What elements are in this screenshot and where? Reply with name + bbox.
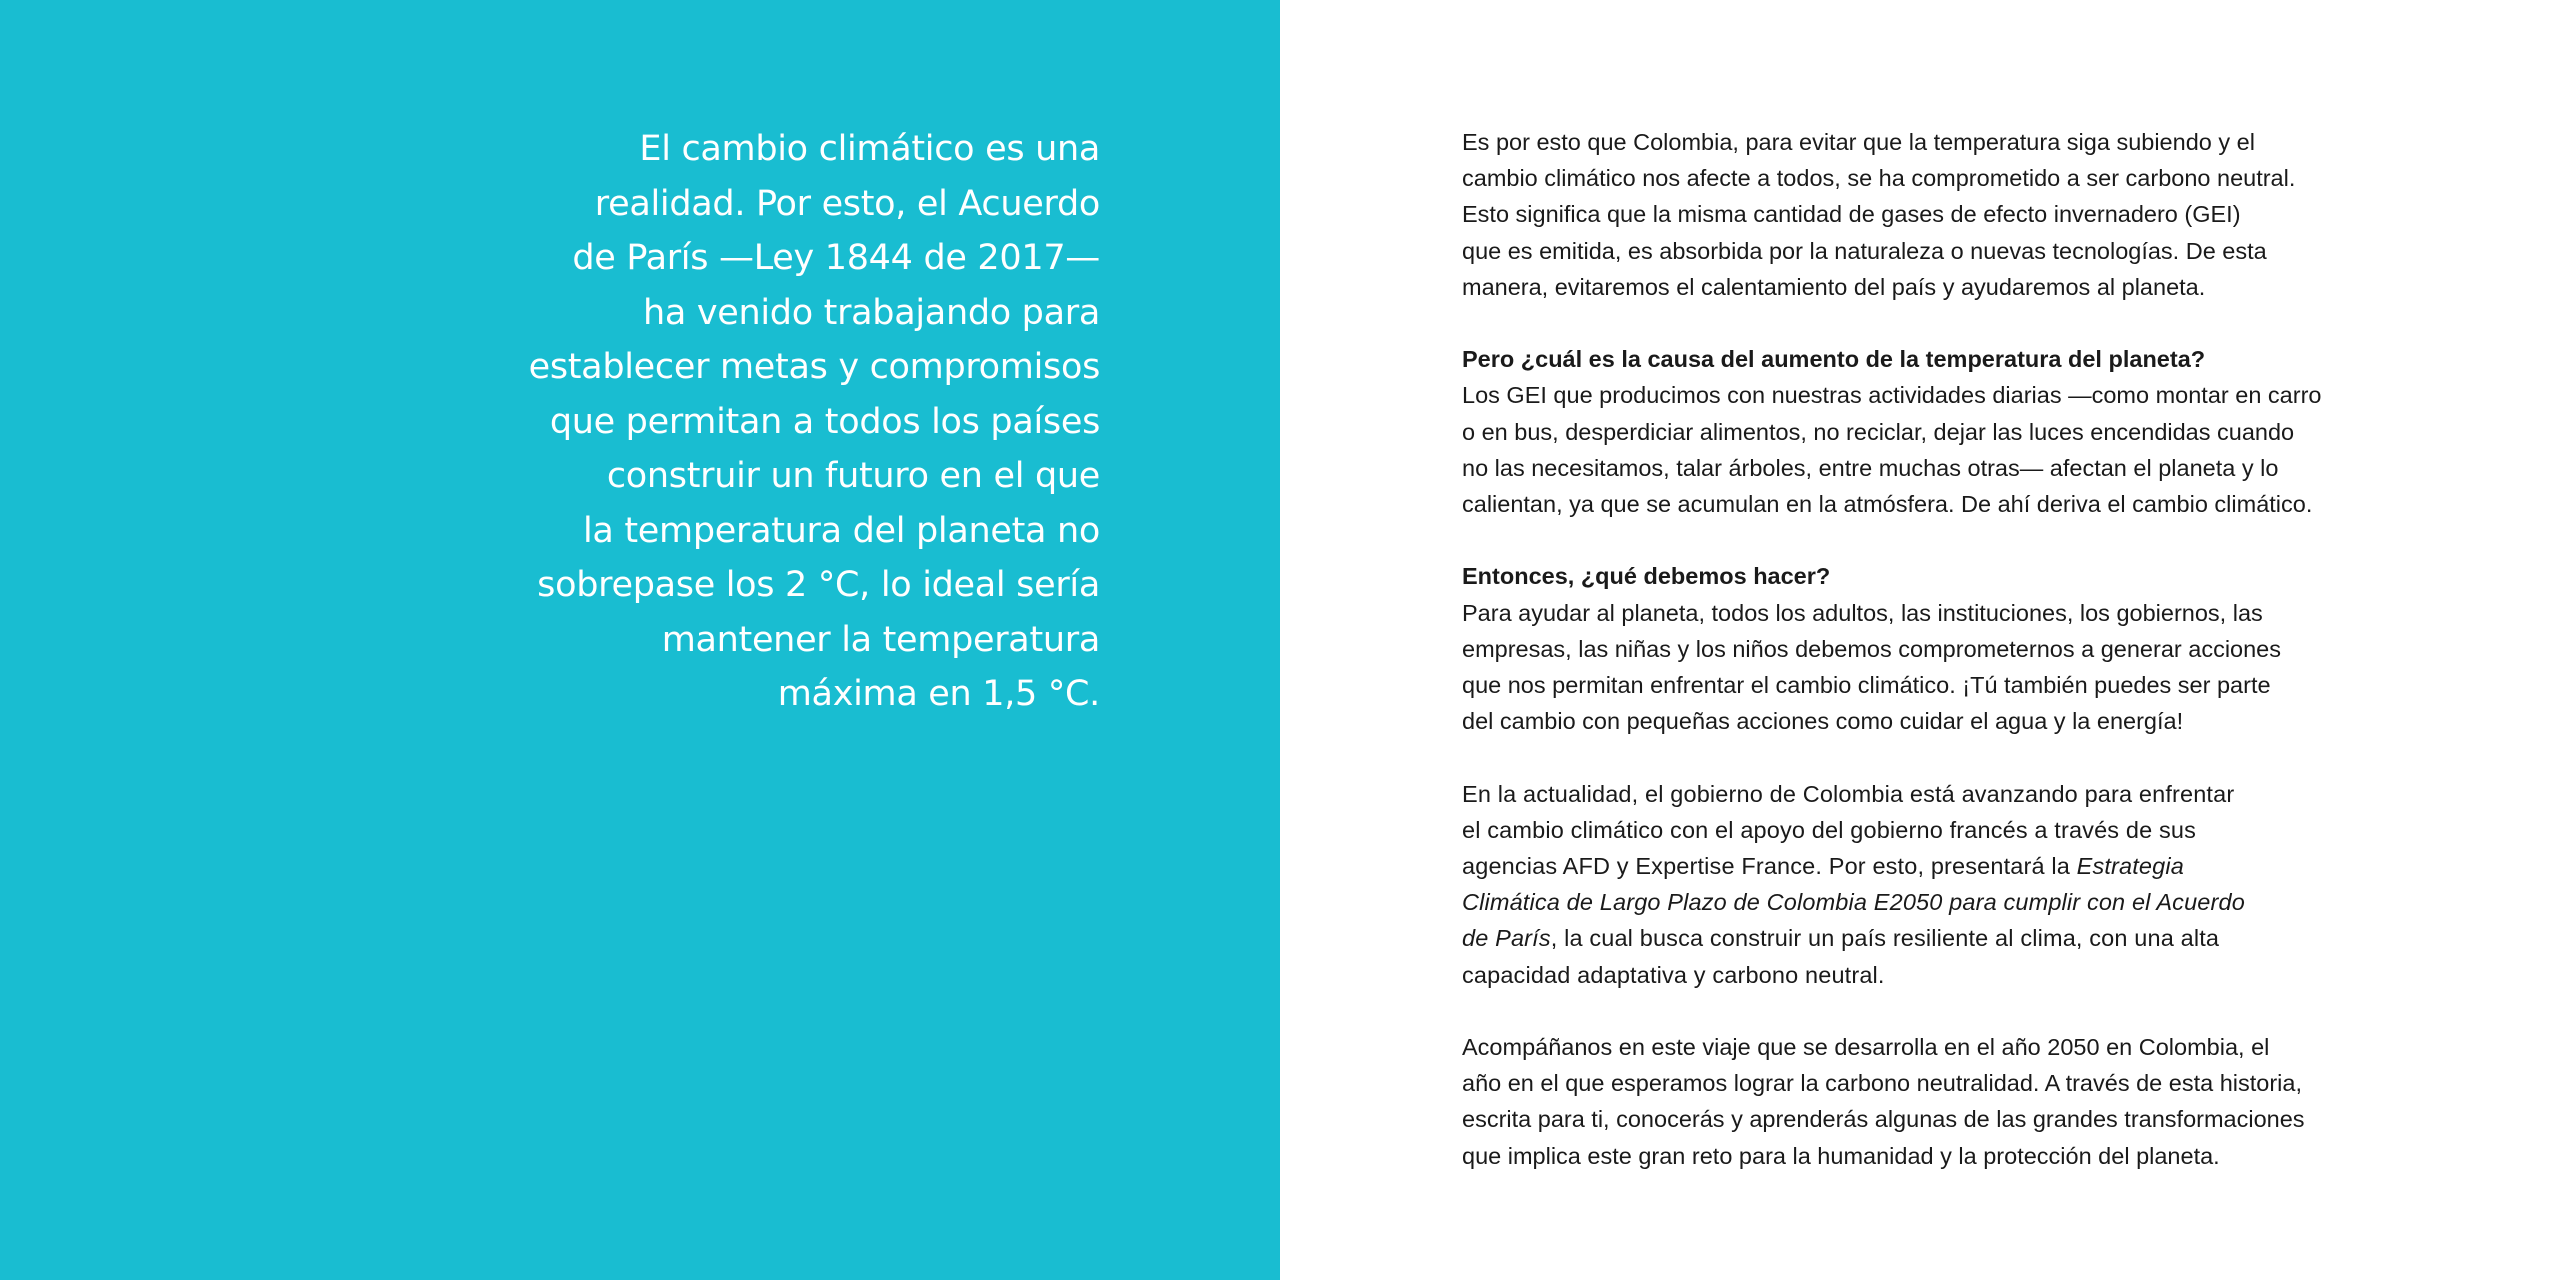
paragraph-invitation — [1462, 1029, 2305, 1174]
text-line: Los GEI que producimos con nuestras actividades diarias —como montar en carro — [1462, 382, 2322, 409]
text-line: año en el que esperamos lograr la carbono neutralidad. A través de esta historia, — [1462, 1070, 2302, 1097]
text-line: que implica este gran reto para la humanidad y la protección del planeta. — [1462, 1142, 2220, 1169]
intro-line: sobrepase los 2 °C, lo ideal sería — [537, 565, 1100, 605]
text-line: del cambio con pequeñas acciones como cuidar el agua y la energía! — [1462, 708, 2184, 735]
text-line: el cambio climático con el apoyo del gobierno francés a través de sus — [1462, 816, 2197, 843]
body-column — [1462, 124, 2322, 1210]
strategy-title: Estrategia — [2076, 853, 2184, 880]
intro-line: El cambio climático es una — [639, 129, 1100, 169]
text-line: no las necesitamos, talar árboles, entre muchas otras— afectan el planeta y lo — [1462, 454, 2279, 481]
intro-line: la temperatura del planeta no — [582, 510, 1100, 551]
text-line: Acompáñanos en este viaje que se desarrolla en el año 2050 en Colombia, el — [1462, 1034, 2270, 1061]
intro-line: construir un futuro en el que — [606, 456, 1100, 496]
text-fragment: , la cual busca construir un país resiliente al clima, con una alta — [1550, 925, 2220, 952]
intro-line: de París —Ley 1844 de 2017— — [572, 238, 1100, 278]
text-line: capacidad adaptativa y carbono neutral. — [1462, 961, 1885, 988]
paragraph-carbon-neutral — [1462, 124, 2296, 305]
strategy-title: de París — [1462, 925, 1551, 952]
text-line: o en bus, desperdiciar alimentos, no reciclar, dejar las luces encendidas cuando — [1462, 418, 2295, 445]
paragraph-causes — [1462, 341, 2322, 522]
intro-line: máxima en 1,5 °C. — [777, 674, 1100, 714]
intro-line: establecer metas y compromisos — [528, 347, 1100, 387]
intro-line: mantener la temperatura — [661, 619, 1100, 660]
text-line: empresas, las niñas y los niños debemos comprometernos a generar acciones — [1462, 635, 2282, 662]
text-line: Es por esto que Colombia, para evitar que la temperatura siga subiendo y el — [1462, 129, 2255, 155]
text-line: Para ayudar al planeta, todos los adultos, las instituciones, los gobiernos, las — [1462, 599, 2263, 626]
text-line: calientan, ya que se acumulan en la atmósfera. De ahí deriva el cambio climático. — [1462, 491, 2313, 518]
text-line: que nos permitan enfrentar el cambio climático. ¡Tú también puedes ser parte — [1462, 672, 2271, 699]
section-heading: Entonces, ¿qué debemos hacer? — [1462, 563, 1831, 590]
text-line: manera, evitaremos el calentamiento del país y ayudaremos al planeta. — [1462, 273, 2206, 300]
paragraph-what-to-do — [1462, 558, 2282, 739]
text-line: Esto significa que la misma cantidad de gases de efecto invernadero (GEI) — [1462, 201, 2241, 228]
text-line — [1462, 920, 2282, 956]
intro-line: realidad. Por esto, el Acuerdo — [594, 183, 1100, 224]
paragraph-strategy — [1462, 776, 2282, 993]
text-line: que es emitida, es absorbida por la naturaleza o nuevas tecnologías. De esta — [1462, 237, 2267, 264]
strategy-title: Climática de Largo Plazo de Colombia E2050 para cumplir con el Acuerdo — [1462, 889, 2245, 916]
text-line — [1462, 884, 2282, 920]
text-line: escrita para ti, conocerás y aprenderás algunas de las grandes transformaciones — [1462, 1106, 2305, 1133]
intro-quote — [480, 122, 1100, 722]
right-page — [1280, 0, 2560, 1280]
section-heading: Pero ¿cuál es la causa del aumento de la temperatura del planeta? — [1462, 346, 2206, 373]
text-line: En la actualidad, el gobierno de Colombia está avanzando para enfrentar — [1462, 780, 2235, 807]
text-line: cambio climático nos afecte a todos, se ha comprometido a ser carbono neutral. — [1462, 165, 2296, 192]
intro-line: ha venido trabajando para — [642, 292, 1100, 333]
text-line — [1462, 848, 2282, 884]
text-fragment: agencias AFD y Expertise France. Por esto, presentará la — [1462, 853, 2077, 880]
intro-line: que permitan a todos los países — [549, 401, 1100, 442]
